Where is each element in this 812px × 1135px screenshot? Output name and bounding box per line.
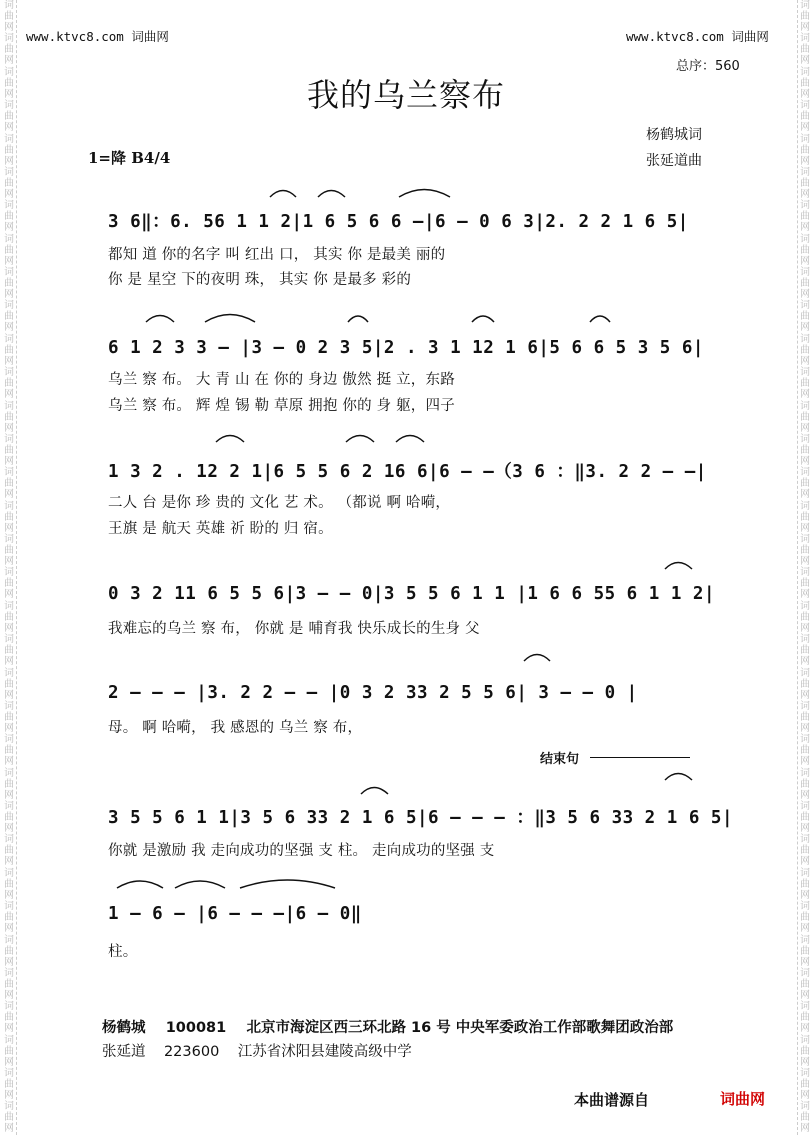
watermark-char: 曲 — [4, 578, 14, 590]
watermark-char: 网 — [4, 522, 14, 534]
watermark-char: 曲 — [4, 611, 14, 623]
watermark-char: 网 — [4, 455, 14, 467]
watermark-char: 曲 — [4, 812, 14, 823]
watermark-char: 曲 — [800, 1045, 810, 1057]
watermark-char: 网 — [800, 88, 810, 100]
watermark-char: 网 — [4, 1123, 14, 1135]
watermark-char: 词 — [4, 1101, 14, 1113]
song-title: 我的乌兰察布 — [306, 76, 505, 114]
watermark-char: 网 — [4, 489, 14, 501]
watermark-char: 曲 — [4, 244, 14, 256]
watermark-char: 词 — [4, 901, 14, 913]
watermark-char: 网 — [800, 489, 810, 501]
watermark-char: 曲 — [800, 1012, 810, 1024]
watermark-char: 词 — [800, 834, 810, 846]
watermark-char: 词 — [800, 901, 810, 913]
watermark-char: 词 — [800, 667, 810, 679]
watermark-char: 曲 — [4, 378, 14, 390]
watermark-char: 词 — [4, 300, 14, 312]
watermark-char: 网 — [4, 355, 14, 367]
watermark-char: 网 — [800, 1090, 810, 1101]
watermark-char: 词 — [800, 66, 810, 78]
footer-address-1: 北京市海淀区西三环北路 16 号 中央军委政治工作部歌舞团政治部 — [246, 1020, 674, 1036]
watermark-char: 词 — [800, 166, 810, 178]
watermark-char: 网 — [4, 322, 14, 334]
lyric-line-1a: 都知 道 你的名字 叫 红出 口， 其实 你 是最美 丽的 — [108, 247, 446, 263]
watermark-char: 网 — [4, 556, 14, 567]
source-label: 本曲谱源自 — [574, 1091, 650, 1109]
watermark-char: 网 — [4, 1056, 14, 1068]
watermark-char: 曲 — [800, 1112, 810, 1124]
watermark-char: 曲 — [4, 645, 14, 657]
watermark-char: 网 — [4, 656, 14, 668]
watermark-char: 网 — [4, 823, 14, 834]
watermark-char: 曲 — [800, 678, 810, 690]
watermark-char: 词 — [800, 267, 810, 278]
watermark-char: 网 — [4, 722, 14, 734]
watermark-char: 词 — [800, 133, 810, 145]
watermark-char: 曲 — [800, 44, 810, 56]
watermark-char: 曲 — [800, 745, 810, 757]
watermark-char: 词 — [4, 33, 14, 45]
watermark-strip-right — [797, 0, 812, 1135]
notation-line-1: 3 6‖：6. 56 1 1 2|1 6 5 6 6 —|6 — 0 6 3|2. 2 2 1 6 5| — [108, 212, 689, 232]
watermark-char: 词 — [4, 166, 14, 178]
watermark-char: 曲 — [4, 211, 14, 223]
watermark-char: 词 — [800, 567, 810, 579]
lyric-line-5a: 母。 啊 哈嗬， 我 感恩的 乌兰 察 布， — [108, 720, 363, 736]
watermark-char: 网 — [4, 889, 14, 901]
watermark-char: 曲 — [4, 177, 14, 189]
watermark-char: 词 — [4, 133, 14, 145]
watermark-char: 网 — [800, 422, 810, 434]
watermark-char: 曲 — [4, 878, 14, 890]
watermark-char: 词 — [4, 600, 14, 612]
composer-credit: 张延道曲 — [646, 153, 702, 169]
watermark-char: 曲 — [4, 1045, 14, 1057]
watermark-char: 网 — [800, 722, 810, 734]
watermark-char: 曲 — [4, 411, 14, 423]
watermark-char: 曲 — [4, 912, 14, 924]
watermark-char: 词 — [4, 934, 14, 946]
watermark-char: 网 — [800, 823, 810, 834]
watermark-char: 词 — [800, 534, 810, 545]
watermark-char: 曲 — [4, 1079, 14, 1090]
watermark-char: 曲 — [4, 1012, 14, 1024]
watermark-char: 曲 — [800, 411, 810, 423]
watermark-char: 曲 — [4, 978, 14, 990]
watermark-char: 词 — [800, 467, 810, 479]
watermark-char: 网 — [4, 255, 14, 267]
watermark-char: 词 — [4, 534, 14, 545]
watermark-char: 词 — [800, 967, 810, 979]
watermark-char: 曲 — [4, 44, 14, 56]
watermark-char: 词 — [4, 634, 14, 646]
notation-line-3: 1 3 2 . 12 2 1|6 5 5 6 2 16 6|6 — —（3 6 ：‖3. 2 2 — —| — [108, 462, 707, 482]
watermark-char: 网 — [800, 656, 810, 668]
footer-postcode-1: 100081 — [165, 1020, 227, 1036]
watermark-char: 词 — [4, 1068, 14, 1079]
watermark-char: 网 — [4, 422, 14, 434]
watermark-char: 词 — [800, 367, 810, 379]
watermark-char: 词 — [800, 801, 810, 812]
watermark-char: 网 — [800, 589, 810, 601]
watermark-char: 网 — [800, 522, 810, 534]
watermark-char: 词 — [800, 634, 810, 646]
header-site-right[interactable]: www.ktvc8.com 词曲网 — [626, 29, 769, 44]
footer-row-1 — [102, 1016, 673, 1037]
watermark-char: 曲 — [4, 1112, 14, 1124]
watermark-char: 网 — [4, 188, 14, 200]
watermark-char: 词 — [4, 801, 14, 812]
watermark-char: 网 — [4, 389, 14, 401]
watermark-char: 曲 — [800, 611, 810, 623]
watermark-char: 网 — [4, 22, 14, 33]
watermark-char: 网 — [800, 355, 810, 367]
watermark-char: 曲 — [800, 211, 810, 223]
watermark-char: 网 — [4, 1023, 14, 1035]
watermark-char: 网 — [800, 889, 810, 901]
watermark-char: 网 — [4, 589, 14, 601]
watermark-char: 词 — [4, 700, 14, 712]
lyricist-credit: 杨鹤城词 — [646, 127, 702, 143]
watermark-char: 曲 — [800, 144, 810, 156]
watermark-char: 词 — [4, 1001, 14, 1013]
watermark-char: 曲 — [800, 578, 810, 590]
watermark-char: 曲 — [4, 144, 14, 156]
watermark-char: 网 — [800, 55, 810, 67]
watermark-char: 曲 — [800, 645, 810, 657]
watermark-char: 曲 — [800, 812, 810, 823]
watermark-char: 网 — [800, 689, 810, 701]
watermark-char: 词 — [800, 500, 810, 512]
watermark-char: 网 — [800, 989, 810, 1001]
watermark-char: 曲 — [4, 111, 14, 123]
watermark-char: 网 — [4, 956, 14, 968]
footer-postcode-2: 223600 — [163, 1044, 220, 1060]
watermark-char: 曲 — [4, 745, 14, 757]
watermark-char: 词 — [800, 1101, 810, 1113]
watermark-char: 网 — [800, 22, 810, 33]
watermark-char: 网 — [800, 856, 810, 868]
watermark-char: 曲 — [800, 344, 810, 356]
footer-name-1: 杨鹤城 — [102, 1020, 146, 1036]
watermark-char: 网 — [4, 989, 14, 1001]
watermark-char: 网 — [800, 255, 810, 267]
watermark-char: 曲 — [800, 545, 810, 556]
watermark-char: 词 — [4, 667, 14, 679]
footer-address-2: 江苏省沭阳县建陵高级中学 — [237, 1044, 412, 1060]
watermark-char: 曲 — [4, 344, 14, 356]
watermark-char: 词 — [4, 500, 14, 512]
watermark-char: 网 — [800, 188, 810, 200]
watermark-char: 曲 — [4, 545, 14, 556]
watermark-char: 词 — [4, 333, 14, 345]
watermark-char: 网 — [4, 689, 14, 701]
watermark-char: 网 — [4, 789, 14, 801]
watermark-char: 词 — [800, 1034, 810, 1046]
lyric-line-2a: 乌兰 察 布。 大 青 山 在 你的 身边 傲然 挺 立，东路 — [108, 372, 455, 388]
notation-line-6: 3 5 5 6 1 1|3 5 6 33 2 1 6 5|6 — — — ：‖3 5 6 33 2 1 6 5| — [108, 808, 733, 828]
watermark-char: 曲 — [800, 378, 810, 390]
watermark-char: 网 — [800, 956, 810, 968]
watermark-char: 曲 — [800, 278, 810, 289]
watermark-char: 网 — [4, 622, 14, 634]
watermark-char: 曲 — [800, 244, 810, 256]
watermark-char: 词 — [4, 1034, 14, 1046]
watermark-char: 网 — [4, 289, 14, 300]
watermark-char: 词 — [800, 100, 810, 112]
watermark-char: 曲 — [800, 177, 810, 189]
watermark-char: 网 — [4, 923, 14, 935]
watermark-char: 网 — [800, 455, 810, 467]
watermark-char: 曲 — [800, 778, 810, 790]
watermark-char: 词 — [800, 734, 810, 746]
watermark-char: 曲 — [4, 945, 14, 957]
watermark-char: 网 — [4, 88, 14, 100]
watermark-char: 词 — [4, 367, 14, 379]
watermark-char: 曲 — [800, 311, 810, 323]
watermark-char: 曲 — [4, 678, 14, 690]
watermark-char: 曲 — [4, 778, 14, 790]
watermark-char: 曲 — [4, 511, 14, 523]
watermark-char: 网 — [800, 155, 810, 167]
watermark-char: 曲 — [4, 478, 14, 490]
watermark-char: 词 — [4, 200, 14, 212]
watermark-char: 词 — [4, 233, 14, 245]
watermark-char: 词 — [800, 200, 810, 212]
watermark-char: 曲 — [4, 711, 14, 723]
watermark-char: 网 — [4, 856, 14, 868]
footer-name-2: 张延道 — [102, 1044, 146, 1060]
watermark-char: 网 — [800, 556, 810, 567]
watermark-char: 曲 — [4, 311, 14, 323]
watermark-char: 曲 — [800, 1079, 810, 1090]
watermark-char: 词 — [800, 433, 810, 445]
watermark-char: 词 — [4, 767, 14, 779]
watermark-char: 网 — [800, 222, 810, 234]
lyric-line-3b: 王旗 是 航天 英雄 祈 盼的 归 宿。 — [108, 521, 333, 537]
watermark-char: 网 — [4, 55, 14, 67]
watermark-char: 曲 — [800, 912, 810, 924]
watermark-char: 曲 — [800, 945, 810, 957]
watermark-char: 曲 — [800, 111, 810, 123]
lyric-line-3a: 二人 台 是你 珍 贵的 文化 艺 术。 （都说 啊 哈嗬， — [108, 495, 451, 511]
ending-bracket-line — [590, 757, 690, 758]
watermark-char: 词 — [4, 734, 14, 746]
watermark-char: 词 — [4, 66, 14, 78]
lyric-line-7a: 柱。 — [108, 944, 138, 960]
watermark-char: 词 — [800, 867, 810, 879]
watermark-char: 曲 — [4, 845, 14, 857]
watermark-char: 词 — [800, 233, 810, 245]
watermark-char: 词 — [800, 400, 810, 412]
watermark-char: 曲 — [4, 77, 14, 89]
watermark-char: 曲 — [800, 444, 810, 456]
watermark-char: 曲 — [800, 11, 810, 22]
watermark-char: 网 — [800, 923, 810, 935]
key-signature: 1=降 B4/4 — [88, 149, 171, 167]
watermark-char: 网 — [800, 789, 810, 801]
watermark-char: 词 — [4, 467, 14, 479]
notation-line-5: 2 — — — |3. 2 2 — — |0 3 2 33 2 5 5 6| 3 — — 0 | — [108, 683, 638, 703]
watermark-char: 词 — [800, 333, 810, 345]
watermark-char: 词 — [4, 867, 14, 879]
watermark-char: 词 — [800, 300, 810, 312]
lyric-line-6a: 你就 是激励 我 走向成功的坚强 支 柱。 走向成功的坚强 支 — [108, 843, 495, 859]
watermark-char: 曲 — [4, 278, 14, 289]
watermark-char: 曲 — [800, 478, 810, 490]
watermark-char: 词 — [800, 767, 810, 779]
watermark-char: 网 — [800, 289, 810, 300]
watermark-char: 网 — [4, 1090, 14, 1101]
lyric-line-1b: 你 是 星空 下的夜明 珠， 其实 你 是最多 彩的 — [108, 272, 412, 288]
footer-row-2 — [102, 1040, 412, 1061]
watermark-char: 曲 — [800, 978, 810, 990]
watermark-char: 网 — [4, 122, 14, 134]
brand-link[interactable]: 词曲网 — [720, 1090, 766, 1108]
watermark-char: 网 — [800, 1023, 810, 1035]
watermark-char: 词 — [4, 0, 14, 11]
watermark-char: 网 — [4, 155, 14, 167]
ending-label: 结束句 — [540, 752, 580, 767]
watermark-char: 词 — [4, 400, 14, 412]
watermark-char: 词 — [800, 600, 810, 612]
watermark-char: 词 — [4, 433, 14, 445]
watermark-char: 网 — [800, 122, 810, 134]
watermark-char: 曲 — [800, 511, 810, 523]
watermark-char: 网 — [800, 1123, 810, 1135]
watermark-char: 词 — [800, 33, 810, 45]
watermark-char: 词 — [800, 0, 810, 11]
lyric-line-2b: 乌兰 察 布。 辉 煌 锡 勒 草原 拥抱 你的 身 躯，四子 — [108, 398, 455, 414]
watermark-char: 曲 — [800, 77, 810, 89]
watermark-char: 词 — [4, 967, 14, 979]
watermark-char: 网 — [800, 389, 810, 401]
watermark-char: 词 — [800, 1001, 810, 1013]
watermark-char: 网 — [800, 622, 810, 634]
watermark-char: 网 — [800, 756, 810, 768]
notation-line-4: 0 3 2 11 6 5 5 6|3 — — 0|3 5 5 6 1 1 |1 6 6 55 6 1 1 2| — [108, 584, 715, 604]
watermark-char: 网 — [4, 756, 14, 768]
watermark-char: 网 — [800, 1056, 810, 1068]
watermark-char: 曲 — [800, 711, 810, 723]
watermark-char: 词 — [4, 100, 14, 112]
watermark-char: 曲 — [800, 878, 810, 890]
header-site-left[interactable]: www.ktvc8.com 词曲网 — [26, 29, 169, 44]
watermark-char: 词 — [800, 700, 810, 712]
watermark-char: 网 — [4, 222, 14, 234]
watermark-char: 曲 — [4, 11, 14, 22]
lyric-line-4a: 我难忘的乌兰 察 布， 你就 是 哺育我 快乐成长的生身 父 — [108, 621, 480, 637]
watermark-char: 词 — [4, 834, 14, 846]
watermark-char: 网 — [800, 322, 810, 334]
serial-number: 总序：560 — [676, 59, 740, 74]
notation-line-7: 1 — 6 — |6 — — —|6 — 0‖ — [108, 904, 362, 924]
watermark-char: 词 — [800, 934, 810, 946]
watermark-char: 曲 — [800, 845, 810, 857]
notation-line-2: 6 1 2 3 3 — |3 — 0 2 3 5|2 . 3 1 12 1 6|5 6 6 5 3 5 6| — [108, 338, 704, 358]
watermark-char: 曲 — [4, 444, 14, 456]
watermark-strip-left — [2, 0, 17, 1135]
watermark-char: 词 — [800, 1068, 810, 1079]
watermark-char: 词 — [4, 267, 14, 278]
watermark-char: 词 — [4, 567, 14, 579]
